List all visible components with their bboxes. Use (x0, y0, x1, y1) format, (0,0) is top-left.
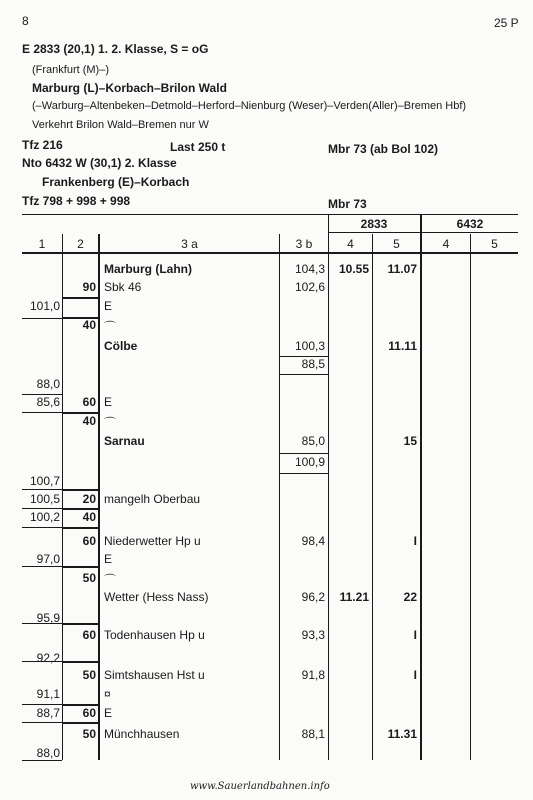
box-line (62, 297, 99, 299)
cell-c3a: ⌒ (104, 416, 117, 430)
cell-c3a: Sarnau (104, 434, 145, 448)
cell-c2: 60 (82, 395, 96, 409)
cell-c3b: 102,6 (294, 280, 325, 294)
km-line (22, 760, 62, 761)
cell-c3a: Cölbe (104, 339, 138, 353)
cell-c3a: Niederwetter Hp u (104, 534, 201, 548)
cell-c3a: E (104, 299, 113, 313)
cell-c2: 40 (82, 318, 96, 332)
cell-c3a: E (104, 395, 113, 409)
vline-2 (98, 234, 100, 760)
cell-c5: 15 (403, 434, 417, 448)
rule-top (22, 214, 518, 215)
cell-c5: I (413, 668, 417, 682)
cell-c2: 60 (82, 534, 96, 548)
cell-c2: 60 (82, 706, 96, 720)
train2-title: Nto 6432 W (30,1) 2. Klasse (22, 156, 177, 170)
col-5: 5 (393, 237, 400, 251)
cell-c2: 50 (82, 668, 96, 682)
box-line (62, 623, 99, 625)
tfz1: Tfz 216 (22, 138, 63, 152)
cell-c3b: 91,8 (301, 668, 325, 682)
box-line (62, 661, 99, 663)
cell-c3a: E (104, 552, 113, 566)
cell-c1: 97,0 (36, 552, 60, 566)
km-line (22, 489, 62, 490)
group-6432: 6432 (456, 217, 484, 231)
tfz2: Tfz 798 + 998 + 998 (22, 194, 131, 208)
rule-group (328, 232, 518, 233)
cell-c4: 11.21 (339, 590, 369, 604)
cell-c1: 85,6 (36, 395, 60, 409)
vline-3b (328, 214, 329, 760)
km-line (22, 704, 62, 705)
cell-c3a: Münchhausen (104, 727, 180, 741)
cell-c5: 11.31 (387, 727, 417, 741)
cell-c1: 100,7 (29, 474, 60, 488)
cell-c3a: Marburg (Lahn) (104, 262, 192, 276)
cell-c3b: 93,3 (301, 628, 325, 642)
train1-title: E 2833 (20,1) 1. 2. Klasse, S = oG (22, 42, 209, 56)
col-5b: 5 (491, 237, 498, 251)
cell-c2: 40 (82, 414, 96, 428)
vline-6 (470, 234, 471, 760)
km-underline (280, 374, 328, 375)
cell-c2: 50 (82, 571, 96, 585)
mbr1: Mbr 73 (ab Bol 102) (328, 142, 439, 156)
col-1: 1 (38, 237, 46, 251)
cell-c2: 50 (82, 727, 96, 741)
col-3a: 3 a (181, 237, 198, 251)
cell-c2: 60 (82, 628, 96, 642)
cell-c5: 11.07 (387, 262, 417, 276)
cell-c3a: ⌒ (104, 320, 117, 334)
footer-url: www.Sauerlandbahnen.info (190, 781, 330, 792)
train1-note: Verkehrt Brilon Wald–Bremen nur W (32, 119, 209, 131)
page-number: 8 (22, 14, 29, 28)
km-line (22, 566, 62, 567)
cell-c3b: 88,1 (301, 727, 325, 741)
km-line (22, 508, 62, 509)
cell-c3a: Simtshausen Hst u (104, 668, 205, 682)
cell-c1: 88,7 (36, 706, 60, 720)
cell-c3b: 100,3 (294, 339, 325, 353)
cell-c2: 90 (82, 280, 96, 294)
cell-c3a: mangelh Oberbau (104, 492, 201, 506)
cell-c3b: 98,4 (301, 534, 325, 548)
box-line (62, 489, 99, 491)
box-line (62, 527, 99, 529)
cell-c5: I (413, 534, 417, 548)
km-line (22, 722, 62, 723)
cell-c3a: Sbk 46 (104, 280, 142, 294)
box-line (62, 566, 99, 568)
cell-c3a: ¤ (104, 687, 111, 701)
cell-c3a: Wetter (Hess Nass) (104, 590, 209, 604)
cell-c3b: 96,2 (301, 590, 325, 604)
cell-c3b: 85,0 (301, 434, 325, 448)
cell-c3b: 100,9 (294, 455, 325, 469)
cell-c1: 88,0 (36, 746, 60, 760)
km-underline (280, 473, 328, 474)
col-3b: 3 b (295, 237, 313, 251)
cell-c1: 101,0 (29, 299, 60, 313)
cell-c2: 40 (82, 510, 96, 524)
cell-c1: 88,0 (36, 377, 60, 391)
cell-c5: 22 (403, 590, 417, 604)
col-4: 4 (347, 237, 354, 251)
cell-c5: I (413, 628, 417, 642)
cell-c5: 11.11 (388, 339, 417, 353)
group-2833: 2833 (360, 217, 388, 231)
col-2: 2 (77, 237, 84, 251)
train1-route: Marburg (L)–Korbach–Brilon Wald (32, 81, 227, 95)
cell-c2: 20 (82, 492, 96, 506)
cell-c1: 100,2 (29, 510, 60, 524)
train1-continuation: (–Warburg–Altenbeken–Detmold–Herford–Nienburg (Weser)–Verden(Aller)–Bremen Hbf) (32, 100, 467, 112)
cell-c1: 100,5 (29, 492, 60, 506)
cell-c3a: Todenhausen Hp u (104, 628, 205, 642)
col-4b: 4 (442, 237, 450, 251)
vline-5 (420, 214, 422, 760)
load: Last 250 t (170, 140, 226, 154)
km-line (22, 412, 62, 413)
cell-c1: 91,1 (36, 687, 60, 701)
cell-c1: 95,9 (36, 611, 60, 625)
cell-c3b: 88,5 (301, 357, 325, 371)
page-code: 25 P (494, 16, 519, 30)
km-line (22, 527, 62, 528)
cell-c3a: ⌒ (104, 573, 117, 587)
cell-c3a: E (104, 706, 113, 720)
km-line (22, 318, 62, 319)
train1-origin: (Frankfurt (M)–) (32, 64, 109, 76)
cell-c1: 92,2 (36, 651, 60, 665)
train2-route: Frankenberg (E)–Korbach (42, 175, 190, 189)
km-underline (280, 453, 328, 454)
mbr2: Mbr 73 (328, 197, 367, 211)
rule-header (22, 252, 518, 254)
cell-c4: 10.55 (338, 262, 369, 276)
cell-c3b: 104,3 (294, 262, 325, 276)
box-line (62, 722, 99, 724)
